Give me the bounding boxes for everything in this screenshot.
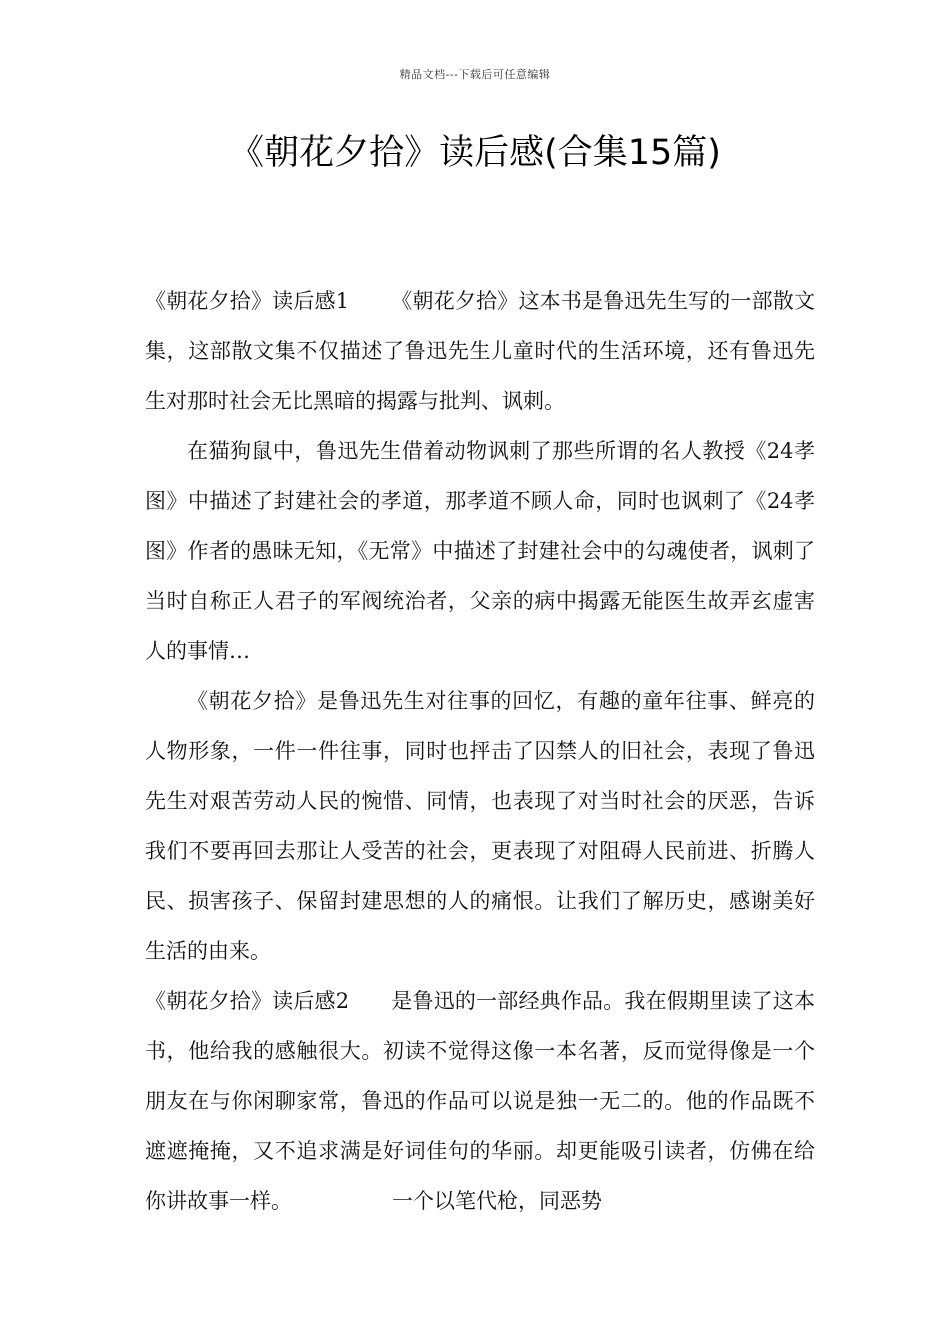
- document-title: 《朝花夕拾》读后感(合集15篇): [229, 133, 721, 173]
- document-body: [145, 276, 815, 1226]
- paragraph: [145, 276, 815, 426]
- paragraph-text: 《朝花夕拾》这本书是鲁迅先生写的一部散文集，这部散文集不仅描述了鲁迅先生儿童时代的生活环境，还有鲁迅先生对那时社会无比黑暗的揭露与批判、讽刺。: [145, 289, 815, 413]
- paragraph-text-continued: 一个以笔代枪，同恶势: [392, 1189, 602, 1213]
- header-note: 精品文档---下载后可任意编辑: [399, 68, 551, 81]
- paragraph: 《朝花夕拾》是鲁迅先生对往事的回忆，有趣的童年往事、鲜亮的人物形象，一件一件往事，同时也抨击了囚禁人的旧社会，表现了鲁迅先生对艰苦劳动人民的惋惜、同情，也表现了对当时社会的厌恶，告诉我们不要再回去那让人受苦的社会，更表现了对阻碍人民前进、折腾人民、损害孩子、保留封建思想的人的痛恨。让我们了解历史，感谢美好生活的由来。: [145, 689, 815, 963]
- section-heading: 《朝花夕拾》读后感2: [145, 989, 350, 1013]
- paragraph-text: 是鲁迅的一部经典作品。我在假期里读了这本书，他给我的感触很大。初读不觉得这像一本名著，反而觉得像是一个朋友在与你闲聊家常，鲁迅的作品可以说是独一无二的。他的作品既不遮遮掩掩，又不追求满是好词佳句的华丽。却更能吸引读者，仿佛在给你讲故事一样。: [145, 989, 815, 1213]
- paragraph: [145, 976, 815, 1226]
- section-heading: 《朝花夕拾》读后感1: [145, 289, 350, 313]
- paragraph: 在猫狗鼠中，鲁迅先生借着动物讽刺了那些所谓的名人教授《24孝图》中描述了封建社会的孝道，那孝道不顾人命，同时也讽刺了《24孝图》作者的愚昧无知，《无常》中描述了封建社会中的勾魂使者，讽刺了当时自称正人君子的军阀统治者，父亲的病中揭露无能医生故弄玄虚害人的事情…: [145, 439, 815, 663]
